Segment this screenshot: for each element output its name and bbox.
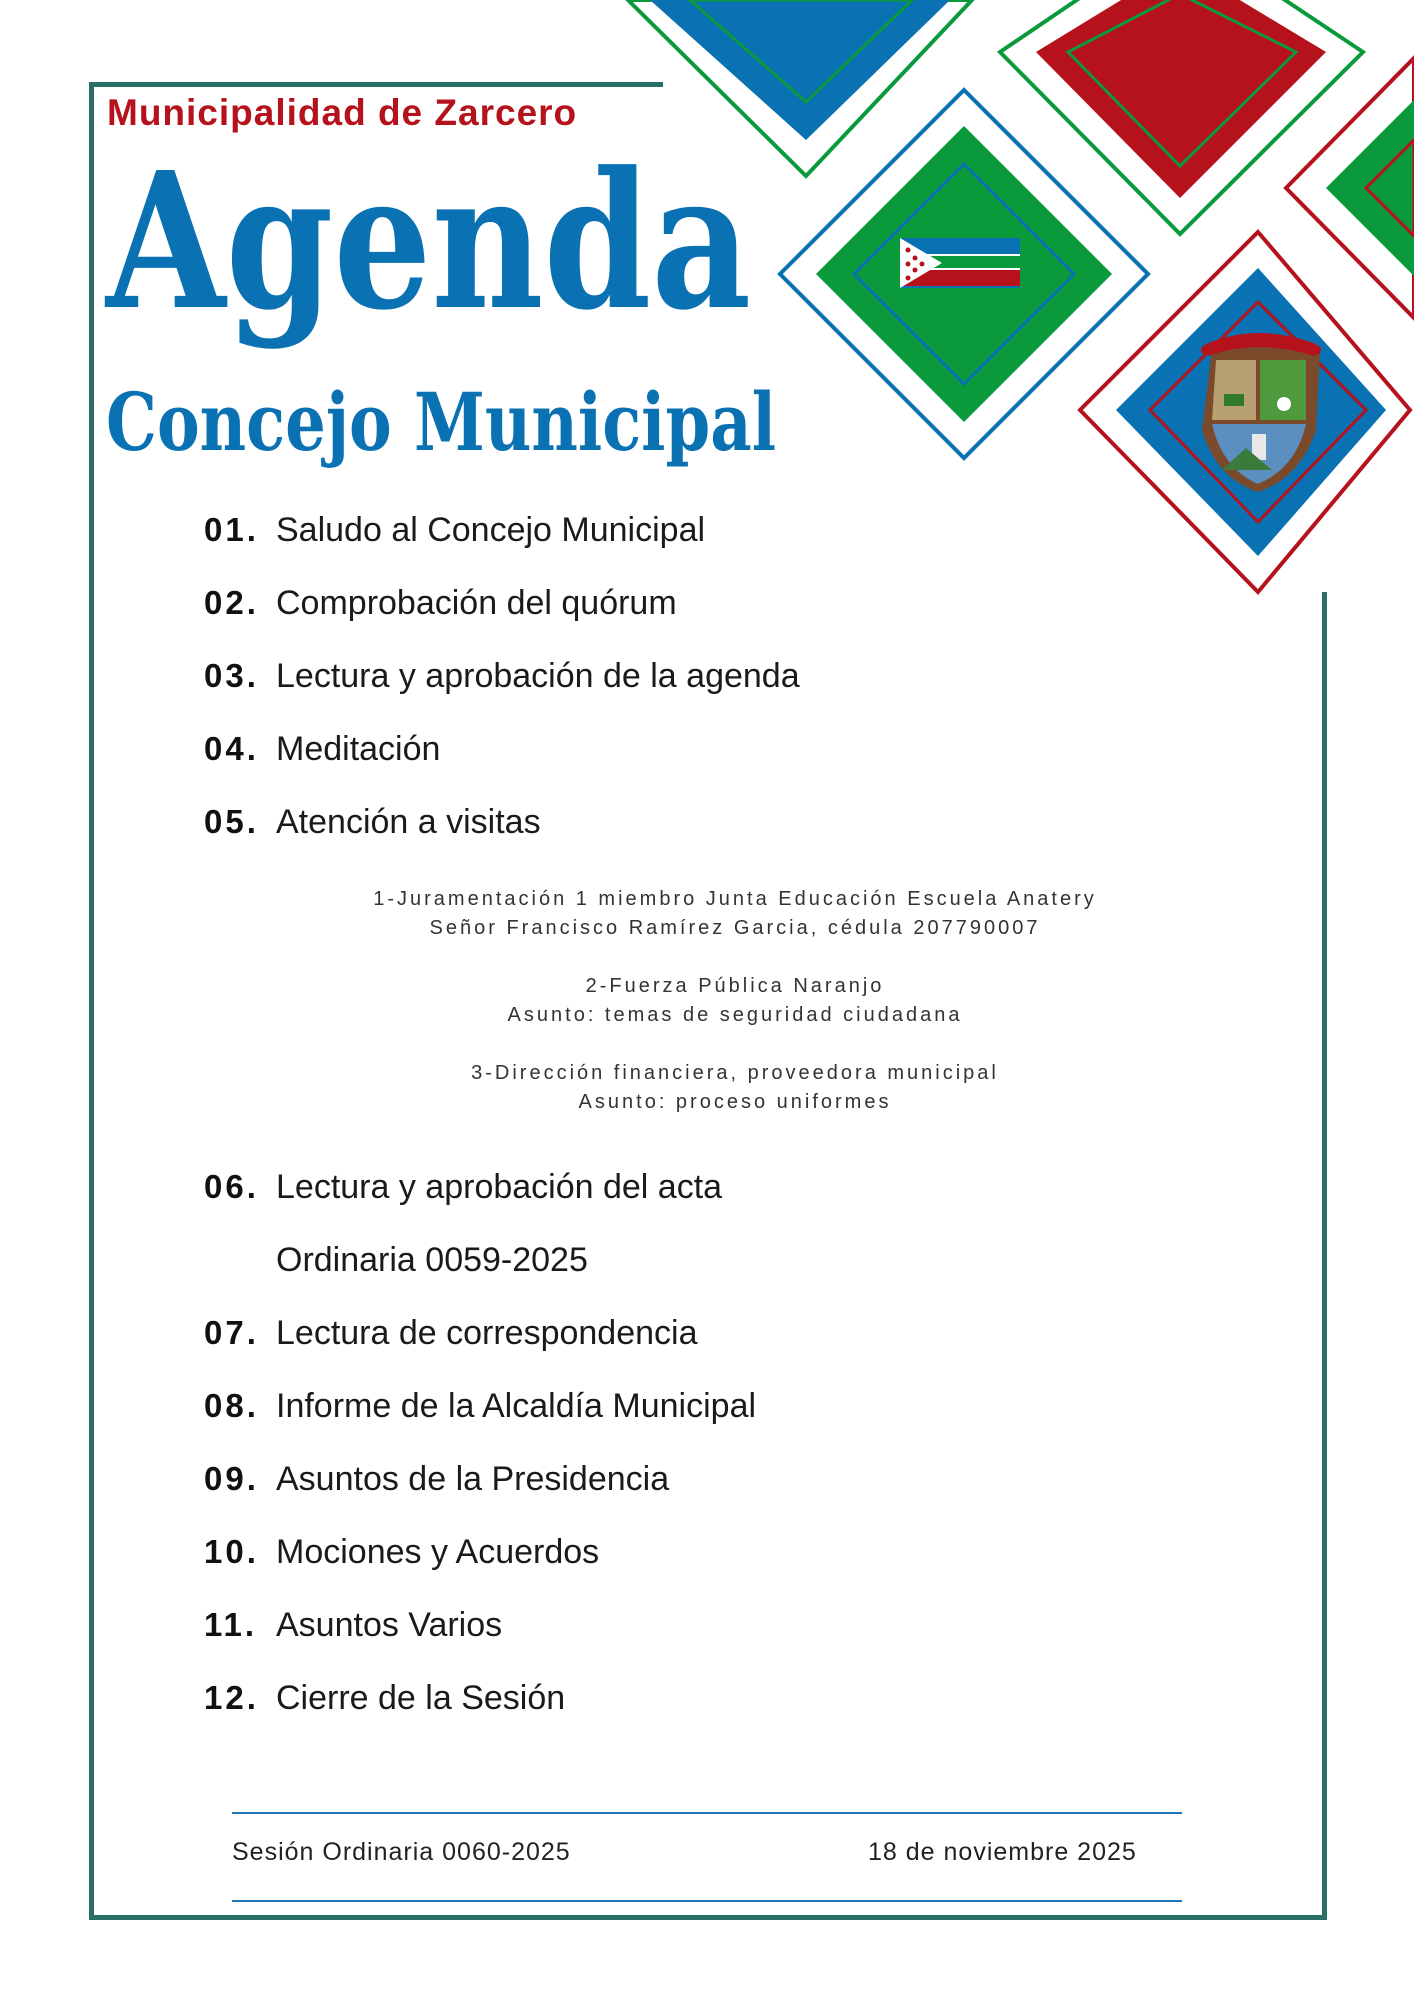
agenda-item-text: Lectura y aprobación de la agenda <box>276 656 800 695</box>
agenda-item-number: 06. <box>204 1168 259 1205</box>
agenda-item-text: Lectura y aprobación del acta <box>276 1167 723 1206</box>
agenda-item-number: 03. <box>204 657 259 694</box>
page-title: Agenda <box>106 131 752 352</box>
agenda-item-number: 04. <box>204 730 259 767</box>
agenda-item <box>204 719 440 779</box>
visit-line: Asunto: temas de seguridad ciudadana <box>507 1004 963 1026</box>
agenda-item-number: 11. <box>204 1606 258 1643</box>
visit-line: 1-Juramentación 1 miembro Junta Educación Escuela Anatery <box>373 888 1097 910</box>
agenda-item-text: Asuntos Varios <box>276 1605 503 1644</box>
visit-line: 2-Fuerza Pública Naranjo <box>585 975 885 997</box>
agenda-item-text: Mociones y Acuerdos <box>276 1532 600 1571</box>
agenda-item <box>204 646 800 706</box>
frame-left-line <box>89 82 94 1920</box>
organization-name: Municipalidad de Zarcero <box>107 92 578 133</box>
agenda-item-continuation: Ordinaria 0059-2025 <box>276 1240 588 1279</box>
zarcero-flag-icon <box>900 238 1020 288</box>
agenda-item <box>204 1668 565 1728</box>
footer-session: Sesión Ordinaria 0060-2025 <box>232 1838 571 1866</box>
agenda-item <box>204 1595 502 1655</box>
agenda-item-number: 12. <box>204 1679 259 1716</box>
agenda-item <box>204 1449 669 1509</box>
agenda-item-text: Informe de la Alcaldía Municipal <box>276 1386 757 1425</box>
agenda-item-text: Cierre de la Sesión <box>276 1678 566 1717</box>
agenda-item <box>204 1157 722 1217</box>
agenda-item-text: Comprobación del quórum <box>276 583 677 622</box>
agenda-item-number: 08. <box>204 1387 259 1424</box>
agenda-item-number: 05. <box>204 803 259 840</box>
agenda-item-number: 01. <box>204 511 259 548</box>
agenda-item-text: Saludo al Concejo Municipal <box>276 510 706 549</box>
visit-entry <box>250 1059 1220 1117</box>
agenda-item-text: Lectura de correspondencia <box>276 1313 698 1352</box>
green-diamond-right <box>1286 58 1414 318</box>
agenda-item-number: 02. <box>204 584 259 621</box>
visit-line: Asunto: proceso uniformes <box>578 1091 892 1113</box>
agenda-item <box>204 1522 599 1582</box>
visit-entry <box>250 972 1220 1030</box>
agenda-item-text: Meditación <box>276 729 441 768</box>
agenda-item-number: 10. <box>204 1533 259 1570</box>
page-subtitle: Concejo Municipal <box>106 375 776 469</box>
agenda-item-number: 07. <box>204 1314 259 1351</box>
frame-bottom-line <box>89 1915 1327 1920</box>
visit-entry <box>250 885 1220 943</box>
agenda-item-text: Asuntos de la Presidencia <box>276 1459 670 1498</box>
agenda-item <box>204 792 541 852</box>
red-diamond-top <box>1000 0 1363 234</box>
frame-right-line <box>1322 592 1327 1920</box>
agenda-item <box>204 1303 698 1363</box>
agenda-item-text: Atención a visitas <box>276 802 541 841</box>
visit-line: Señor Francisco Ramírez Garcia, cédula 207790007 <box>429 917 1041 939</box>
footer-bottom-rule <box>232 1900 1182 1902</box>
footer-top-rule <box>232 1812 1182 1814</box>
agenda-item <box>204 500 705 560</box>
agenda-item-number: 09. <box>204 1460 259 1497</box>
agenda-item <box>204 573 677 633</box>
footer-date: 18 de noviembre 2025 <box>868 1838 1137 1866</box>
visit-line: 3-Dirección financiera, proveedora municipal <box>471 1062 999 1084</box>
agenda-item <box>204 1376 756 1436</box>
